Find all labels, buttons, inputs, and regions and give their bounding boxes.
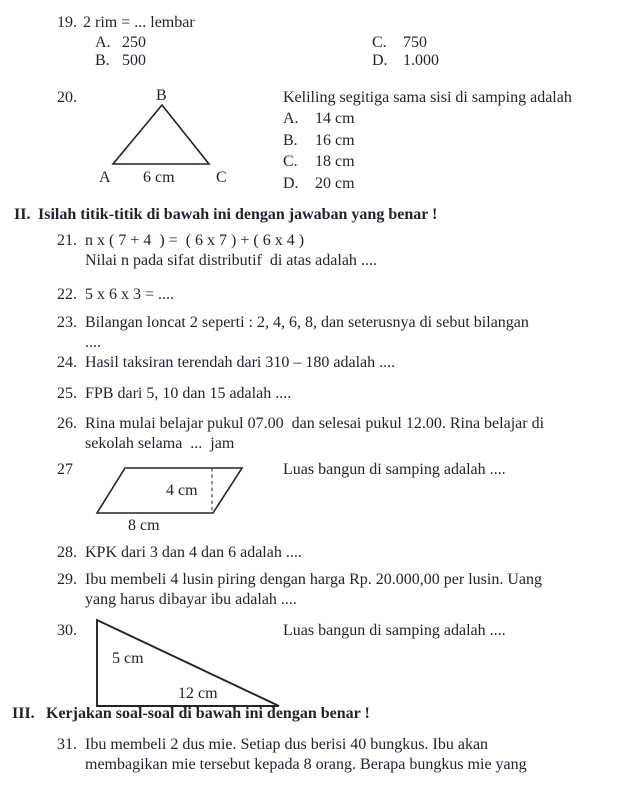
section3-numeral: III. <box>12 705 35 722</box>
q24-text: Hasil taksiran terendah dari 310 – 180 adalah .... <box>85 354 396 371</box>
q20-option-c-value: 18 cm <box>315 153 355 170</box>
q28-text: KPK dari 3 dan 4 dan 6 adalah .... <box>85 544 302 561</box>
q29-line1: Ibu membeli 4 lusin piring dengan harga Rp. 20.000,00 per lusin. Uang <box>85 571 542 588</box>
q19-option-b-value: 500 <box>122 52 146 69</box>
q25-text: FPB dari 5, 10 dan 15 adalah .... <box>85 385 292 402</box>
q24-number: 24. <box>57 354 77 371</box>
q27-base-label: 8 cm <box>128 517 160 534</box>
q20-option-b-value: 16 cm <box>315 132 355 149</box>
q20-option-c-letter: C. <box>283 153 298 170</box>
q20-option-a-value: 14 cm <box>315 110 355 127</box>
q26-line2: sekolah selama ... jam <box>85 435 235 452</box>
q19-option-a-value: 250 <box>122 34 146 51</box>
section3-title: Kerjakan soal-soal di bawah ini dengan benar ! <box>46 705 370 722</box>
q21-line2: Nilai n pada sifat distributif di atas adalah .... <box>85 252 377 269</box>
q30-prompt: Luas bangun di samping adalah .... <box>283 622 506 639</box>
section2-numeral: II. <box>14 206 31 223</box>
q19-option-a-letter: A. <box>95 34 111 51</box>
q31-line1: Ibu membeli 2 dus mie. Setiap dus berisi 40 bungkus. Ibu akan <box>85 736 489 753</box>
q20-option-d-letter: D. <box>283 175 299 192</box>
q21-number: 21. <box>57 232 77 249</box>
q19-option-c-value: 750 <box>403 34 427 51</box>
q23-line2: .... <box>85 334 101 351</box>
q21-line1: n x ( 7 + 4 ) = ( 6 x 7 ) + ( 6 x 4 ) <box>85 232 305 249</box>
q31-line2: membagikan mie tersebut kepada 8 orang. Berapa bungkus mie yang <box>85 756 527 773</box>
q20-number: 20. <box>57 89 77 106</box>
q28-number: 28. <box>57 544 77 561</box>
q19-option-d-letter: D. <box>372 52 388 69</box>
q29-number: 29. <box>57 571 77 588</box>
q26-number: 26. <box>57 415 77 432</box>
section2-title: Isilah titik-titik di bawah ini dengan jawaban yang benar ! <box>38 206 438 223</box>
q20-prompt: Keliling segitiga sama sisi di samping adalah <box>283 89 572 106</box>
q20-vertex-b-label: B <box>156 87 167 104</box>
q22-text: 5 x 6 x 3 = .... <box>85 286 175 303</box>
q20-vertex-a-label: A <box>99 169 111 186</box>
q19-option-c-letter: C. <box>372 34 387 51</box>
q20-option-b-letter: B. <box>283 132 298 149</box>
q31-number: 31. <box>57 736 77 753</box>
q30-triangle-diagram <box>90 615 286 712</box>
q20-triangle-diagram <box>105 98 225 172</box>
q19-number: 19. <box>57 14 77 31</box>
q20-vertex-c-label: C <box>216 169 227 186</box>
q30-side-label: 5 cm <box>112 650 144 667</box>
q27-number: 27 <box>57 461 73 478</box>
q29-line2: yang harus dibayar ibu adalah .... <box>85 591 297 608</box>
q26-line1: Rina mulai belajar pukul 07.00 dan selesai pukul 12.00. Rina belajar di <box>85 415 545 432</box>
q27-height-label: 4 cm <box>166 482 198 499</box>
q22-number: 22. <box>57 286 77 303</box>
q23-line1: Bilangan loncat 2 seperti : 2, 4, 6, 8, dan seterusnya di sebut bilangan <box>85 314 529 331</box>
q23-number: 23. <box>57 314 77 331</box>
q30-number: 30. <box>57 622 77 639</box>
q20-option-d-value: 20 cm <box>315 175 355 192</box>
q30-base-label: 12 cm <box>178 685 218 702</box>
q27-prompt: Luas bangun di samping adalah .... <box>283 461 506 478</box>
q20-base-label: 6 cm <box>143 169 175 186</box>
q25-number: 25. <box>57 385 77 402</box>
q20-option-a-letter: A. <box>283 110 299 127</box>
q19-option-b-letter: B. <box>95 52 110 69</box>
q19-text: 2 rim = ... lembar <box>83 14 195 31</box>
q19-option-d-value: 1.000 <box>403 52 439 69</box>
